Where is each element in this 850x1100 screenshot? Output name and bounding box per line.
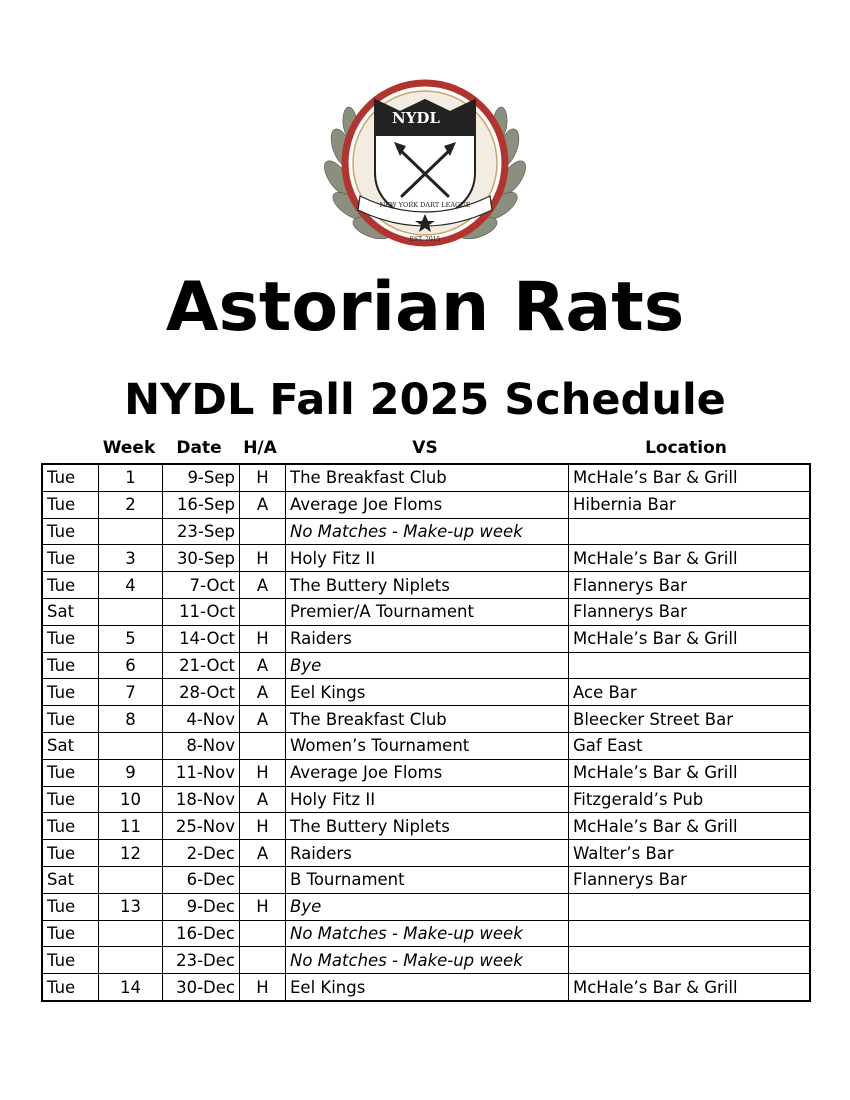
cell-opponent: The Breakfast Club — [286, 464, 569, 491]
cell-ha: H — [240, 464, 286, 491]
cell-location: Fitzgerald’s Pub — [569, 786, 811, 813]
cell-week: 8 — [99, 706, 163, 733]
table-row — [42, 786, 810, 813]
cell-date: 2-Dec — [163, 840, 240, 867]
logo-est-text: EST. 2015 — [409, 236, 441, 243]
cell-ha: A — [240, 679, 286, 706]
nydl-logo — [320, 78, 530, 248]
cell-location: McHale’s Bar & Grill — [569, 625, 811, 652]
table-row — [42, 652, 810, 679]
cell-ha: H — [240, 625, 286, 652]
cell-date: 14-Oct — [163, 625, 240, 652]
cell-location — [569, 652, 811, 679]
cell-ha — [240, 598, 286, 625]
cell-day: Tue — [42, 840, 99, 867]
cell-day: Tue — [42, 813, 99, 840]
cell-day: Tue — [42, 974, 99, 1001]
cell-week: 13 — [99, 893, 163, 920]
cell-opponent: The Buttery Niplets — [286, 572, 569, 599]
cell-date: 28-Oct — [163, 679, 240, 706]
table-row — [42, 840, 810, 867]
cell-day: Sat — [42, 732, 99, 759]
nydl-logo-graphic — [320, 78, 530, 248]
cell-location: Walter’s Bar — [569, 840, 811, 867]
cell-ha: A — [240, 491, 286, 518]
cell-opponent: The Breakfast Club — [286, 706, 569, 733]
cell-opponent: Bye — [286, 893, 569, 920]
cell-opponent: Raiders — [286, 840, 569, 867]
schedule-title: NYDL Fall 2025 Schedule — [124, 375, 726, 425]
cell-week: 7 — [99, 679, 163, 706]
cell-location: McHale’s Bar & Grill — [569, 545, 811, 572]
cell-location: McHale’s Bar & Grill — [569, 813, 811, 840]
cell-ha: H — [240, 893, 286, 920]
table-row — [42, 974, 810, 1001]
cell-date: 18-Nov — [163, 786, 240, 813]
cell-location: Flannerys Bar — [569, 572, 811, 599]
cell-date: 11-Oct — [163, 598, 240, 625]
cell-week — [99, 518, 163, 545]
cell-date: 16-Dec — [163, 920, 240, 947]
table-row — [42, 866, 810, 893]
cell-opponent: Premier/A Tournament — [286, 598, 569, 625]
cell-location — [569, 893, 811, 920]
cell-week — [99, 732, 163, 759]
cell-day: Tue — [42, 464, 99, 491]
table-row — [42, 572, 810, 599]
cell-opponent: Bye — [286, 652, 569, 679]
cell-opponent: Eel Kings — [286, 679, 569, 706]
cell-day: Tue — [42, 706, 99, 733]
cell-date: 11-Nov — [163, 759, 240, 786]
cell-date: 23-Dec — [163, 947, 240, 974]
cell-ha: H — [240, 974, 286, 1001]
cell-opponent: B Tournament — [286, 866, 569, 893]
cell-ha: A — [240, 652, 286, 679]
cell-week — [99, 920, 163, 947]
cell-week: 12 — [99, 840, 163, 867]
logo-ribbon-text: NEW YORK DART LEAGUE — [379, 201, 471, 209]
table-row — [42, 759, 810, 786]
cell-week: 3 — [99, 545, 163, 572]
cell-day: Tue — [42, 947, 99, 974]
cell-opponent: Eel Kings — [286, 974, 569, 1001]
cell-opponent: Holy Fitz II — [286, 786, 569, 813]
cell-location: Flannerys Bar — [569, 866, 811, 893]
cell-opponent: No Matches - Make-up week — [286, 518, 569, 545]
cell-location — [569, 920, 811, 947]
table-row — [42, 679, 810, 706]
cell-opponent: Average Joe Floms — [286, 759, 569, 786]
table-row — [42, 706, 810, 733]
cell-location: McHale’s Bar & Grill — [569, 464, 811, 491]
table-row — [42, 464, 810, 491]
cell-day: Tue — [42, 652, 99, 679]
schedule-table-body — [42, 464, 810, 1001]
cell-location: Hibernia Bar — [569, 491, 811, 518]
cell-week — [99, 598, 163, 625]
cell-location: Gaf East — [569, 732, 811, 759]
table-row — [42, 920, 810, 947]
cell-day: Tue — [42, 786, 99, 813]
cell-date: 8-Nov — [163, 732, 240, 759]
cell-date: 30-Sep — [163, 545, 240, 572]
column-headers — [0, 438, 850, 462]
cell-week — [99, 947, 163, 974]
table-row — [42, 947, 810, 974]
cell-day: Tue — [42, 572, 99, 599]
table-row — [42, 625, 810, 652]
cell-date: 9-Dec — [163, 893, 240, 920]
cell-opponent: Average Joe Floms — [286, 491, 569, 518]
cell-date: 16-Sep — [163, 491, 240, 518]
team-title: Astorian Rats — [165, 268, 685, 347]
cell-day: Tue — [42, 518, 99, 545]
cell-week: 9 — [99, 759, 163, 786]
cell-location: Flannerys Bar — [569, 598, 811, 625]
cell-day: Sat — [42, 598, 99, 625]
cell-ha — [240, 518, 286, 545]
svg-text:EST. 2015 — [410, 236, 441, 243]
cell-day: Tue — [42, 920, 99, 947]
header-date: Date — [176, 438, 222, 458]
table-row — [42, 732, 810, 759]
cell-date: 4-Nov — [163, 706, 240, 733]
cell-day: Tue — [42, 679, 99, 706]
header-ha: H/A — [243, 438, 277, 458]
cell-date: 30-Dec — [163, 974, 240, 1001]
cell-date: 25-Nov — [163, 813, 240, 840]
table-row — [42, 813, 810, 840]
cell-ha — [240, 732, 286, 759]
cell-week: 2 — [99, 491, 163, 518]
cell-week — [99, 866, 163, 893]
cell-ha — [240, 866, 286, 893]
cell-opponent: Raiders — [286, 625, 569, 652]
cell-week: 4 — [99, 572, 163, 599]
cell-week: 14 — [99, 974, 163, 1001]
cell-date: 7-Oct — [163, 572, 240, 599]
cell-day: Tue — [42, 625, 99, 652]
cell-location — [569, 947, 811, 974]
cell-ha: A — [240, 840, 286, 867]
cell-location: Bleecker Street Bar — [569, 706, 811, 733]
cell-opponent: No Matches - Make-up week — [286, 947, 569, 974]
cell-opponent: Women’s Tournament — [286, 732, 569, 759]
cell-ha — [240, 920, 286, 947]
cell-day: Tue — [42, 893, 99, 920]
cell-ha: A — [240, 706, 286, 733]
cell-ha: H — [240, 545, 286, 572]
cell-ha — [240, 947, 286, 974]
cell-opponent: No Matches - Make-up week — [286, 920, 569, 947]
table-row — [42, 491, 810, 518]
cell-location: McHale’s Bar & Grill — [569, 974, 811, 1001]
cell-day: Tue — [42, 759, 99, 786]
cell-location — [569, 518, 811, 545]
svg-text:NEW YORK DART LEAGUE — [380, 201, 471, 209]
logo-letters: NYDL — [392, 109, 440, 127]
cell-week: 6 — [99, 652, 163, 679]
cell-day: Tue — [42, 545, 99, 572]
header-vs: VS — [412, 438, 438, 458]
header-location: Location — [645, 438, 727, 458]
cell-opponent: Holy Fitz II — [286, 545, 569, 572]
cell-week: 11 — [99, 813, 163, 840]
cell-day: Sat — [42, 866, 99, 893]
cell-location: Ace Bar — [569, 679, 811, 706]
table-row — [42, 545, 810, 572]
cell-date: 23-Sep — [163, 518, 240, 545]
cell-date: 6-Dec — [163, 866, 240, 893]
table-row — [42, 893, 810, 920]
cell-location: McHale’s Bar & Grill — [569, 759, 811, 786]
cell-ha: H — [240, 813, 286, 840]
table-row — [42, 518, 810, 545]
cell-week: 10 — [99, 786, 163, 813]
schedule-table — [41, 463, 811, 1002]
header-week: Week — [102, 438, 156, 458]
cell-week: 1 — [99, 464, 163, 491]
cell-ha: H — [240, 759, 286, 786]
cell-date: 9-Sep — [163, 464, 240, 491]
svg-text:NYDL — [392, 109, 440, 127]
cell-date: 21-Oct — [163, 652, 240, 679]
cell-ha: A — [240, 786, 286, 813]
cell-week: 5 — [99, 625, 163, 652]
table-row — [42, 598, 810, 625]
cell-opponent: The Buttery Niplets — [286, 813, 569, 840]
cell-ha: A — [240, 572, 286, 599]
cell-day: Tue — [42, 491, 99, 518]
